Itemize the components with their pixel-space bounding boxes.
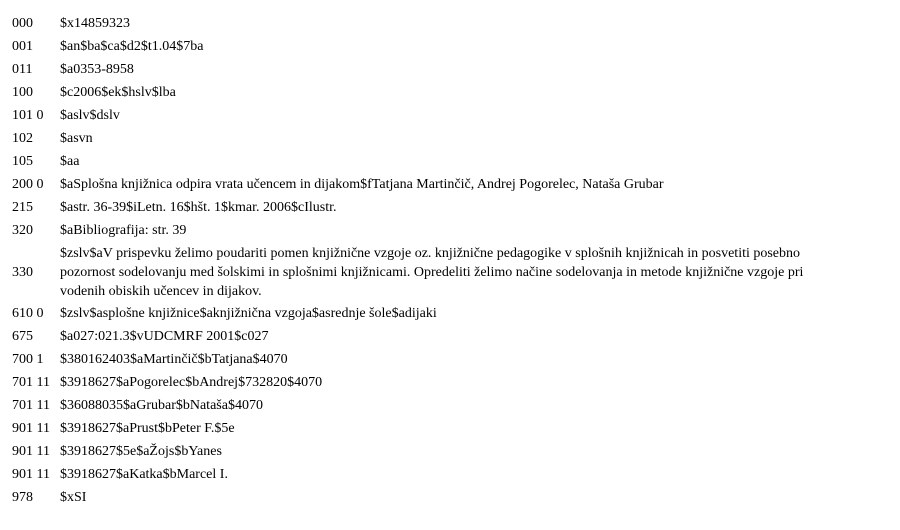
field-content: $3918627$5e$aŽojs$bYanes	[60, 444, 222, 459]
field-content: $a0353-8958	[60, 62, 134, 77]
field-tag: 901 11	[12, 421, 50, 436]
field-tag: 001	[12, 39, 33, 54]
field-content: $380162403$aMartinčič$bTatjana$4070	[60, 352, 288, 367]
field-row-700	[12, 350, 892, 369]
field-tag: 978	[12, 490, 33, 505]
field-row-901-b	[12, 442, 892, 461]
field-row-901-c	[12, 465, 892, 484]
field-content: $xSI	[60, 490, 87, 505]
field-content: $an$ba$ca$d2$t1.04$7ba	[60, 39, 204, 54]
field-row-610	[12, 304, 892, 323]
field-tag: 011	[12, 62, 33, 77]
field-tag: 901 11	[12, 444, 50, 459]
field-content: $zslv$asplošne knjižnice$aknjižnična vzgoja$asrednje šole$adijaki	[60, 306, 437, 321]
field-tag: 000	[12, 16, 33, 31]
field-tag: 215	[12, 200, 33, 215]
field-row-215	[12, 198, 892, 217]
field-tag: 102	[12, 131, 33, 146]
field-content: $aslv$dslv	[60, 108, 120, 123]
field-row-102	[12, 129, 892, 148]
field-tag: 200 0	[12, 177, 44, 192]
field-row-101	[12, 106, 892, 125]
field-tag: 610 0	[12, 306, 44, 321]
field-content: $astr. 36-39$iLetn. 16$hšt. 1$kmar. 2006$cIlustr.	[60, 200, 337, 215]
field-row-320	[12, 221, 892, 240]
field-content: $aSplošna knjižnica odpira vrata učencem in dijakom$fTatjana Martinčič, Andrej Pogorelec, Nataša Grubar	[60, 177, 664, 192]
field-row-001	[12, 37, 892, 56]
field-content: $36088035$aGrubar$bNataša$4070	[60, 398, 263, 413]
field-tag: 105	[12, 154, 33, 169]
field-row-978	[12, 488, 892, 507]
field-row-011	[12, 60, 892, 79]
field-content: $c2006$ek$hslv$lba	[60, 85, 176, 100]
field-row-200	[12, 175, 892, 194]
field-tag: 675	[12, 329, 33, 344]
field-tag: 901 11	[12, 467, 50, 482]
field-row-330	[12, 244, 892, 301]
field-content: $3918627$aKatka$bMarcel I.	[60, 467, 228, 482]
field-row-675	[12, 327, 892, 346]
field-content: $asvn	[60, 131, 93, 146]
field-content: $x14859323	[60, 16, 130, 31]
field-row-701-b	[12, 396, 892, 415]
field-tag: 330	[12, 265, 33, 280]
marc-record	[12, 14, 892, 511]
field-tag: 701 11	[12, 375, 50, 390]
field-content: $3918627$aPrust$bPeter F.$5e	[60, 421, 235, 436]
field-content: $aBibliografija: str. 39	[60, 223, 187, 238]
field-content: $a027:021.3$vUDCMRF 2001$c027	[60, 329, 269, 344]
field-content: $zslv$aV prispevku želimo poudariti pomen knjižnične vzgoje oz. knjižnične pedagogike v splošnih knjižnicah in posvetiti posebno pozornost sodelovanju med šolskimi in splošnimi knjižnicami. Opredeliti želimo načine sodelovanja in metode knjižnične vzgoje pri vodenih obiskih učencev in dijakov.	[60, 246, 804, 299]
field-tag: 700 1	[12, 352, 44, 367]
field-row-901-a	[12, 419, 892, 438]
field-tag: 100	[12, 85, 33, 100]
field-row-701-a	[12, 373, 892, 392]
field-content: $aa	[60, 154, 80, 169]
field-content: $3918627$aPogorelec$bAndrej$732820$4070	[60, 375, 323, 390]
field-row-100	[12, 83, 892, 102]
field-row-000	[12, 14, 892, 33]
field-row-105	[12, 152, 892, 171]
field-tag: 320	[12, 223, 33, 238]
field-tag: 701 11	[12, 398, 50, 413]
field-tag: 101 0	[12, 108, 44, 123]
